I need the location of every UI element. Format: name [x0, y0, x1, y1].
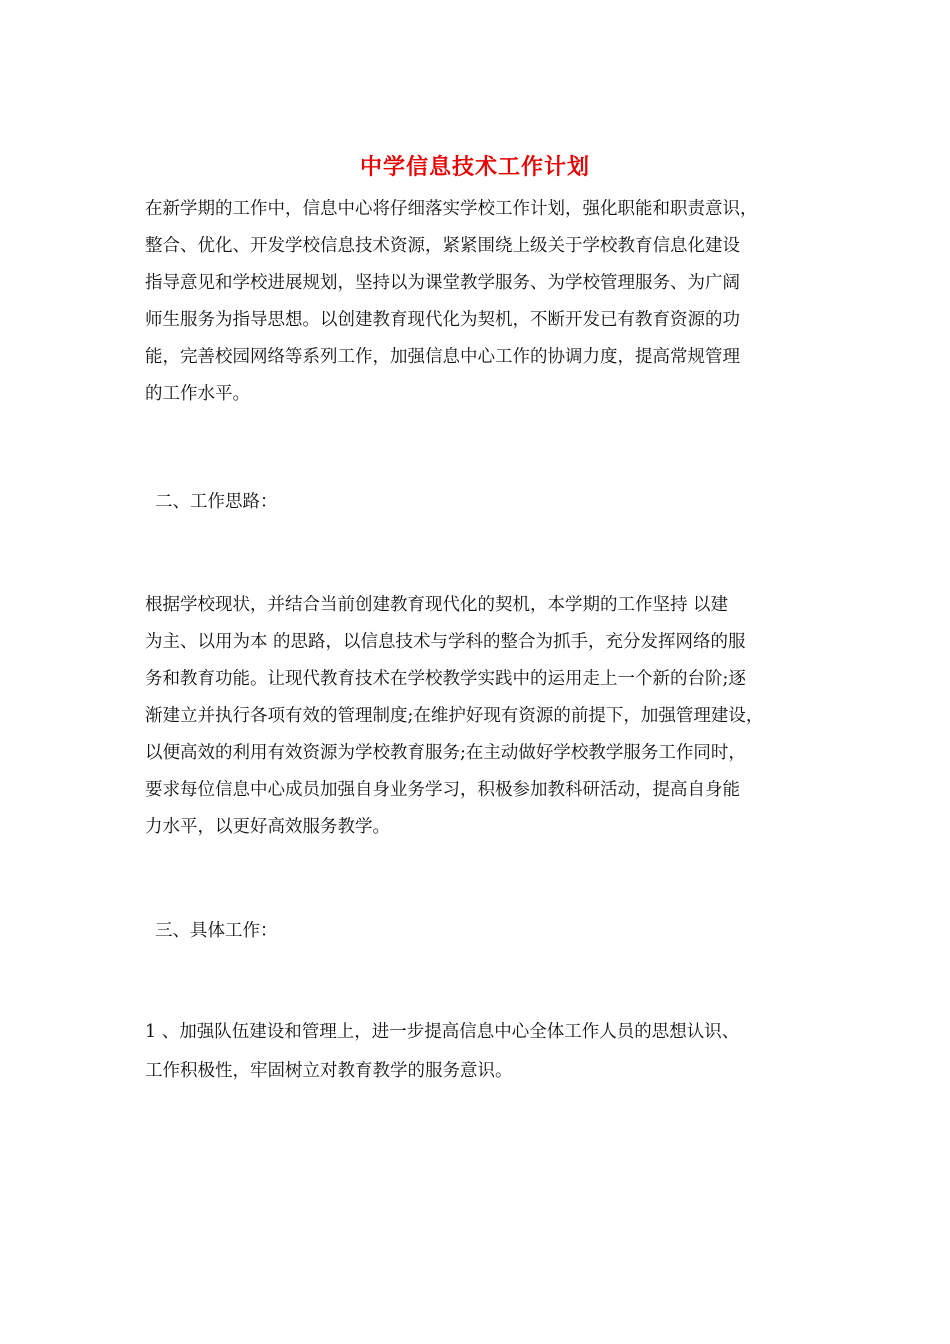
section-2-heading: 二、工作思路： [155, 492, 278, 512]
section-3-heading: 三、具体工作： [155, 921, 278, 941]
item-1-line: 1 、加强队伍建设和管理上，进一步提高信息中心全体工作人员的思想认识、 [145, 1022, 740, 1042]
intro-line: 能，完善校园网络等系列工作，加强信息中心工作的协调力度，提高常规管理 [145, 347, 740, 367]
intro-line: 指导意见和学校进展规划，坚持以为课堂教学服务、为学校管理服务、为广阔 [145, 273, 740, 293]
section-2-line: 根据学校现状，并结合当前创建教育现代化的契机，本学期的工作坚持 以建 [145, 595, 729, 615]
section-2-line: 力水平，以更好高效服务教学。 [145, 817, 390, 837]
section-2-line: 务和教育功能。让现代教育技术在学校教学实践中的运用走上一个新的台阶;逐 [145, 669, 746, 689]
section-2-line: 以便高效的利用有效资源为学校教育服务;在主动做好学校教学服务工作同时， [145, 743, 746, 763]
intro-line: 在新学期的工作中，信息中心将仔细落实学校工作计划，强化职能和职责意识， [145, 199, 758, 219]
document-title: 中学信息技术工作计划 [359, 154, 590, 180]
intro-line: 整合、优化、开发学校信息技术资源，紧紧围绕上级关于学校教育信息化建设 [145, 236, 740, 256]
section-2-line: 渐建立并执行各项有效的管理制度;在维护好现有资源的前提下，加强管理建设， [145, 706, 764, 726]
item-1-line: 工作积极性，牢固树立对教育教学的服务意识。 [145, 1061, 513, 1081]
section-2-line: 要求每位信息中心成员加强自身业务学习，积极参加教科研活动，提高自身能 [145, 780, 740, 800]
intro-line: 的工作水平。 [145, 384, 250, 404]
intro-line: 师生服务为指导思想。以创建教育现代化为契机，不断开发已有教育资源的功 [145, 310, 740, 330]
section-2-line: 为主、以用为本 的思路，以信息技术与学科的整合为抓手，充分发挥网络的服 [145, 632, 746, 652]
